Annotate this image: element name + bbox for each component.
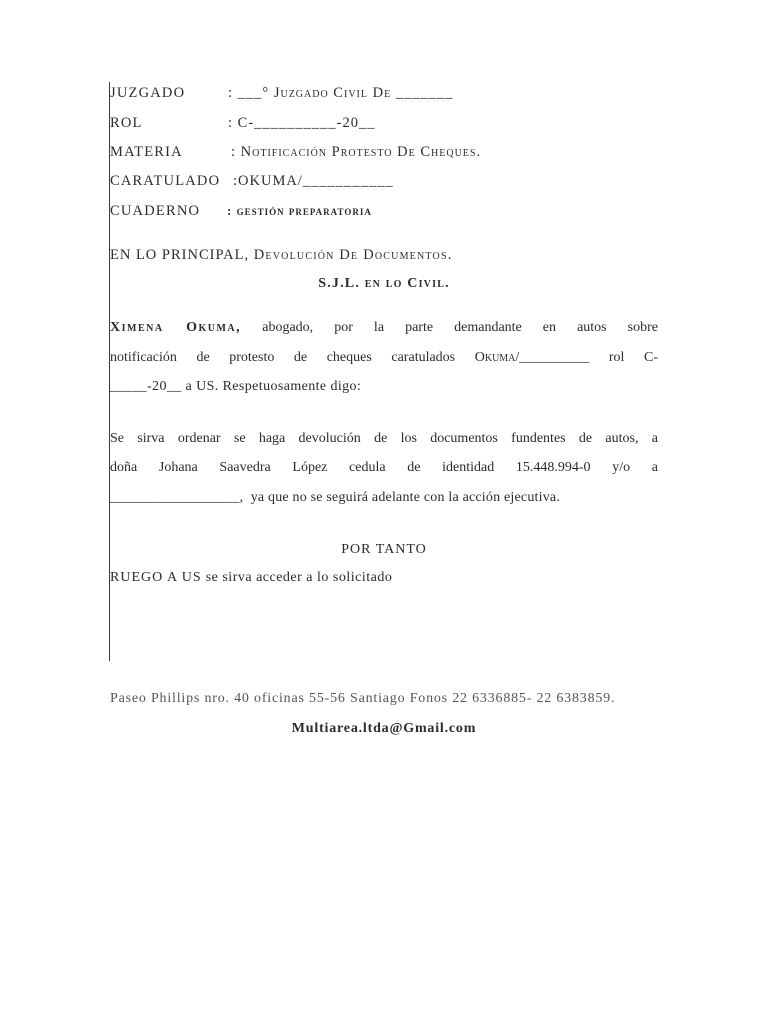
paragraph1-line3: _____-20__ a US. Respetuosamente digo: [110, 379, 362, 394]
header-juzgado-label: JUZGADO [110, 85, 186, 101]
header-cuaderno-value: : gestión preparatoria [227, 203, 372, 218]
caratula-name: Okuma/__________ [474, 350, 590, 365]
addressee: S.J.L. en lo Civil. [318, 276, 450, 291]
header-materia-value: : Notificación Protesto De Cheques. [231, 144, 482, 160]
paragraph2-line3: __________________, ya que no se seguirá adelante con la acción ejecutiva. [110, 490, 561, 505]
ruego-lead: RUEGO A US [110, 570, 202, 585]
header-rol-label: ROL [110, 115, 143, 131]
paragraph2-line2: doña Johana Saavedra López cedula de identidad 15.448.994-0 y/o a [110, 460, 658, 475]
header-cuaderno-label: CUADERNO [110, 203, 201, 219]
ruego [110, 567, 392, 589]
footer-email: Multiarea.ltda@Gmail.com [291, 721, 477, 736]
header-materia-label: MATERIA [110, 144, 183, 160]
por-tanto: POR TANTO [341, 542, 427, 557]
footer-address: Paseo Phillips nro. 40 oficinas 55-56 Santiago Fonos 22 6336885- 22 6383859. [110, 691, 616, 706]
principal-label: EN LO PRINCIPAL, [110, 247, 250, 263]
ruego-rest: se sirva acceder a lo solicitado [201, 570, 393, 585]
paragraph1-line1 [110, 317, 658, 339]
paragraph2-line1: Se sirva ordenar se haga devolución de los documentos fundentes de autos, a [110, 431, 658, 446]
header-caratulado-value: :OKUMA/___________ [233, 173, 394, 189]
paragraph1-line1-text: abogado, por la parte demandante en autos sobre [262, 320, 659, 335]
lawyer-name: Ximena Okuma, [110, 320, 242, 335]
paragraph1-line2-post: rol C- [608, 350, 659, 365]
header-caratulado-label: CARATULADO [110, 173, 221, 189]
en-lo-principal [110, 244, 453, 266]
paragraph1-line2-pre: notificación de protesto de cheques caratulados [110, 350, 456, 365]
header-rol-value: : C-__________-20__ [228, 115, 376, 131]
principal-description: Devolución De Documentos. [253, 247, 453, 263]
paragraph1-line2 [110, 347, 658, 369]
header-juzgado-value: : ___° Juzgado Civil De _______ [228, 85, 454, 101]
